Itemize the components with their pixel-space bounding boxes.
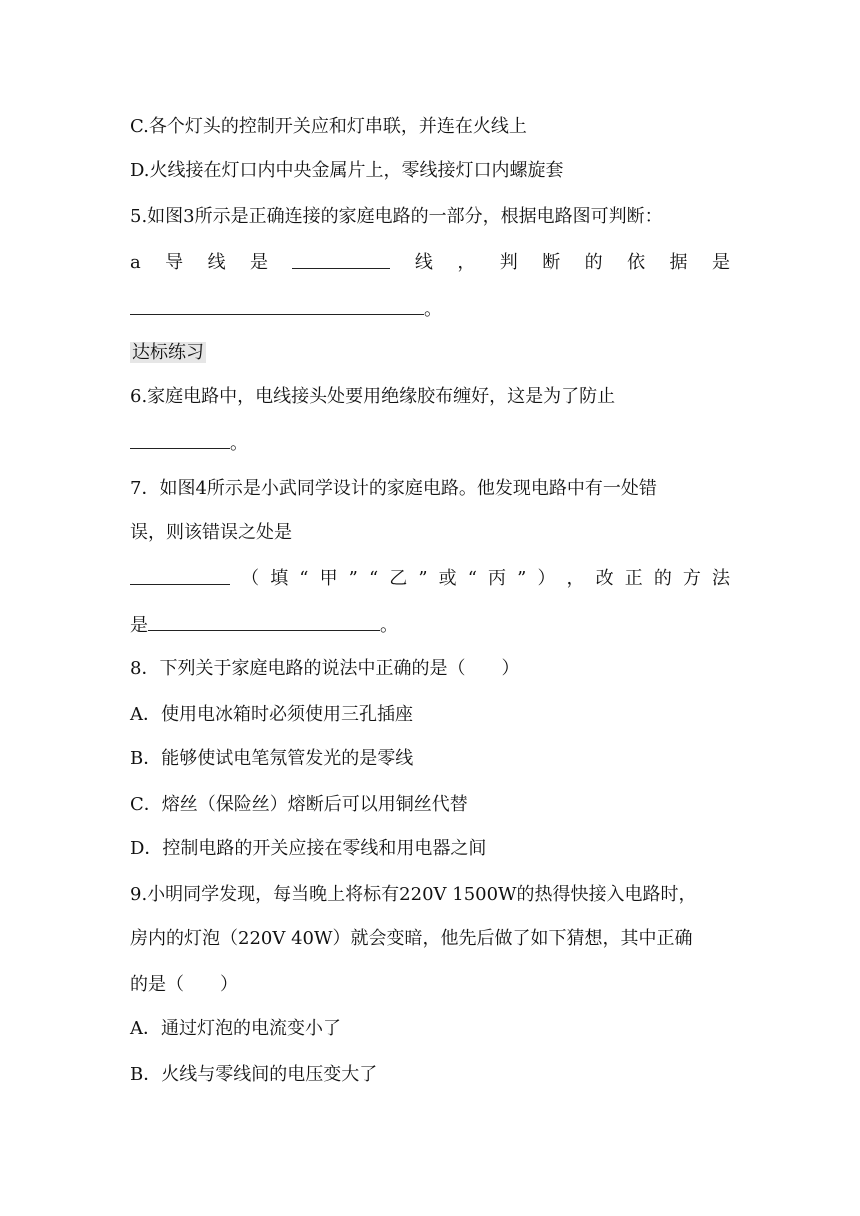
q5-period: 。: [424, 299, 442, 320]
q7-char: ）: [537, 568, 556, 589]
q7-char: 法: [712, 568, 730, 589]
q5-char: 导: [165, 252, 184, 273]
q5-char: 线: [414, 252, 433, 273]
q5-char: 判: [499, 252, 518, 273]
q6-period: 。: [230, 433, 248, 454]
q5-char: 的: [584, 252, 603, 273]
q5-char: a: [130, 252, 141, 273]
q7-char: 甲: [319, 568, 338, 589]
q5-answer-blank-1[interactable]: [292, 250, 390, 269]
q8-stem: 8．下列关于家庭电路的说法中正确的是（ ）: [130, 658, 520, 679]
q6-answer-blank[interactable]: [130, 430, 230, 449]
q9-stem-line1: 9.小明同学发现，每当晚上将标有220V 1500W的热得快接入电路时，: [130, 884, 697, 905]
q5-char: 是: [711, 252, 730, 273]
q9-option-a: A．通过灯泡的电流变小了: [130, 1018, 341, 1039]
q9-option-b: B．火线与零线间的电压变大了: [130, 1064, 378, 1085]
q7-char: “: [467, 568, 477, 589]
q5-stem: 5.如图3所示是正确连接的家庭电路的一部分，根据电路图可判断：: [130, 206, 663, 227]
q7-line2: 误，则该错误之处是: [130, 522, 292, 543]
q5-char: 是: [250, 252, 269, 273]
q5-line3: [130, 296, 730, 323]
q7-stem: 7．如图4所示是小武同学设计的家庭电路。他发现电路中有一处错: [130, 478, 657, 499]
q7-period: 。: [380, 615, 398, 636]
q8-option-d: D．控制电路的开关应接在零线和用电器之间: [130, 838, 487, 859]
q7-answer-blank-2[interactable]: [148, 612, 380, 631]
q5-char: 断: [542, 252, 561, 273]
q7-char: （: [241, 568, 260, 589]
q5-char: 依: [627, 252, 646, 273]
q6-stem: 6.家庭电路中，电线接头处要用绝缘胶布缠好，这是为了防止: [130, 386, 616, 407]
q7-line3: [130, 566, 730, 592]
q7-char: “: [368, 568, 379, 589]
q7-char: ”: [517, 568, 527, 589]
q9-stem-line2: 房内的灯泡（220V 40W）就会变暗，他先后做了如下猜想，其中正确: [130, 928, 693, 949]
q9-stem-line3: 的是（ ）: [130, 974, 238, 995]
q5-char: ，: [457, 252, 476, 273]
q7-char: 正: [624, 568, 643, 589]
q7-char: 改: [595, 568, 614, 589]
q8-option-b: B．能够使试电笔氖管发光的是零线: [130, 748, 414, 769]
q7-char: ”: [418, 568, 428, 589]
q8-option-a: A．使用电冰箱时必须使用三孔插座: [130, 704, 413, 725]
section-title: 达标练习: [132, 342, 204, 363]
q7-char: 乙: [389, 568, 408, 589]
q7-prefix: 是: [130, 615, 148, 636]
q5-line2: [130, 250, 730, 276]
q7-char: “: [299, 568, 309, 589]
q6-line2: [130, 430, 730, 457]
q7-answer-blank-1[interactable]: [130, 566, 230, 585]
q5-char: 线: [207, 252, 226, 273]
q7-line4: [130, 612, 730, 639]
q7-char: ”: [348, 568, 358, 589]
q5-char: 据: [669, 252, 688, 273]
q4-option-d: D.火线接在灯口内中央金属片上，零线接灯口内螺旋套: [130, 160, 564, 181]
q5-answer-blank-2[interactable]: [130, 296, 424, 315]
q7-char: 填: [270, 568, 289, 589]
q7-char: 或: [438, 568, 457, 589]
q7-char: 丙: [488, 568, 507, 589]
q7-char: 方: [682, 568, 701, 589]
q7-char: 的: [653, 568, 672, 589]
section-heading: [130, 340, 730, 366]
q4-option-c: C.各个灯头的控制开关应和灯串联，并连在火线上: [130, 116, 527, 137]
q8-option-c: C．熔丝（保险丝）熔断后可以用铜丝代替: [130, 794, 468, 815]
q7-char: ，: [566, 568, 585, 589]
